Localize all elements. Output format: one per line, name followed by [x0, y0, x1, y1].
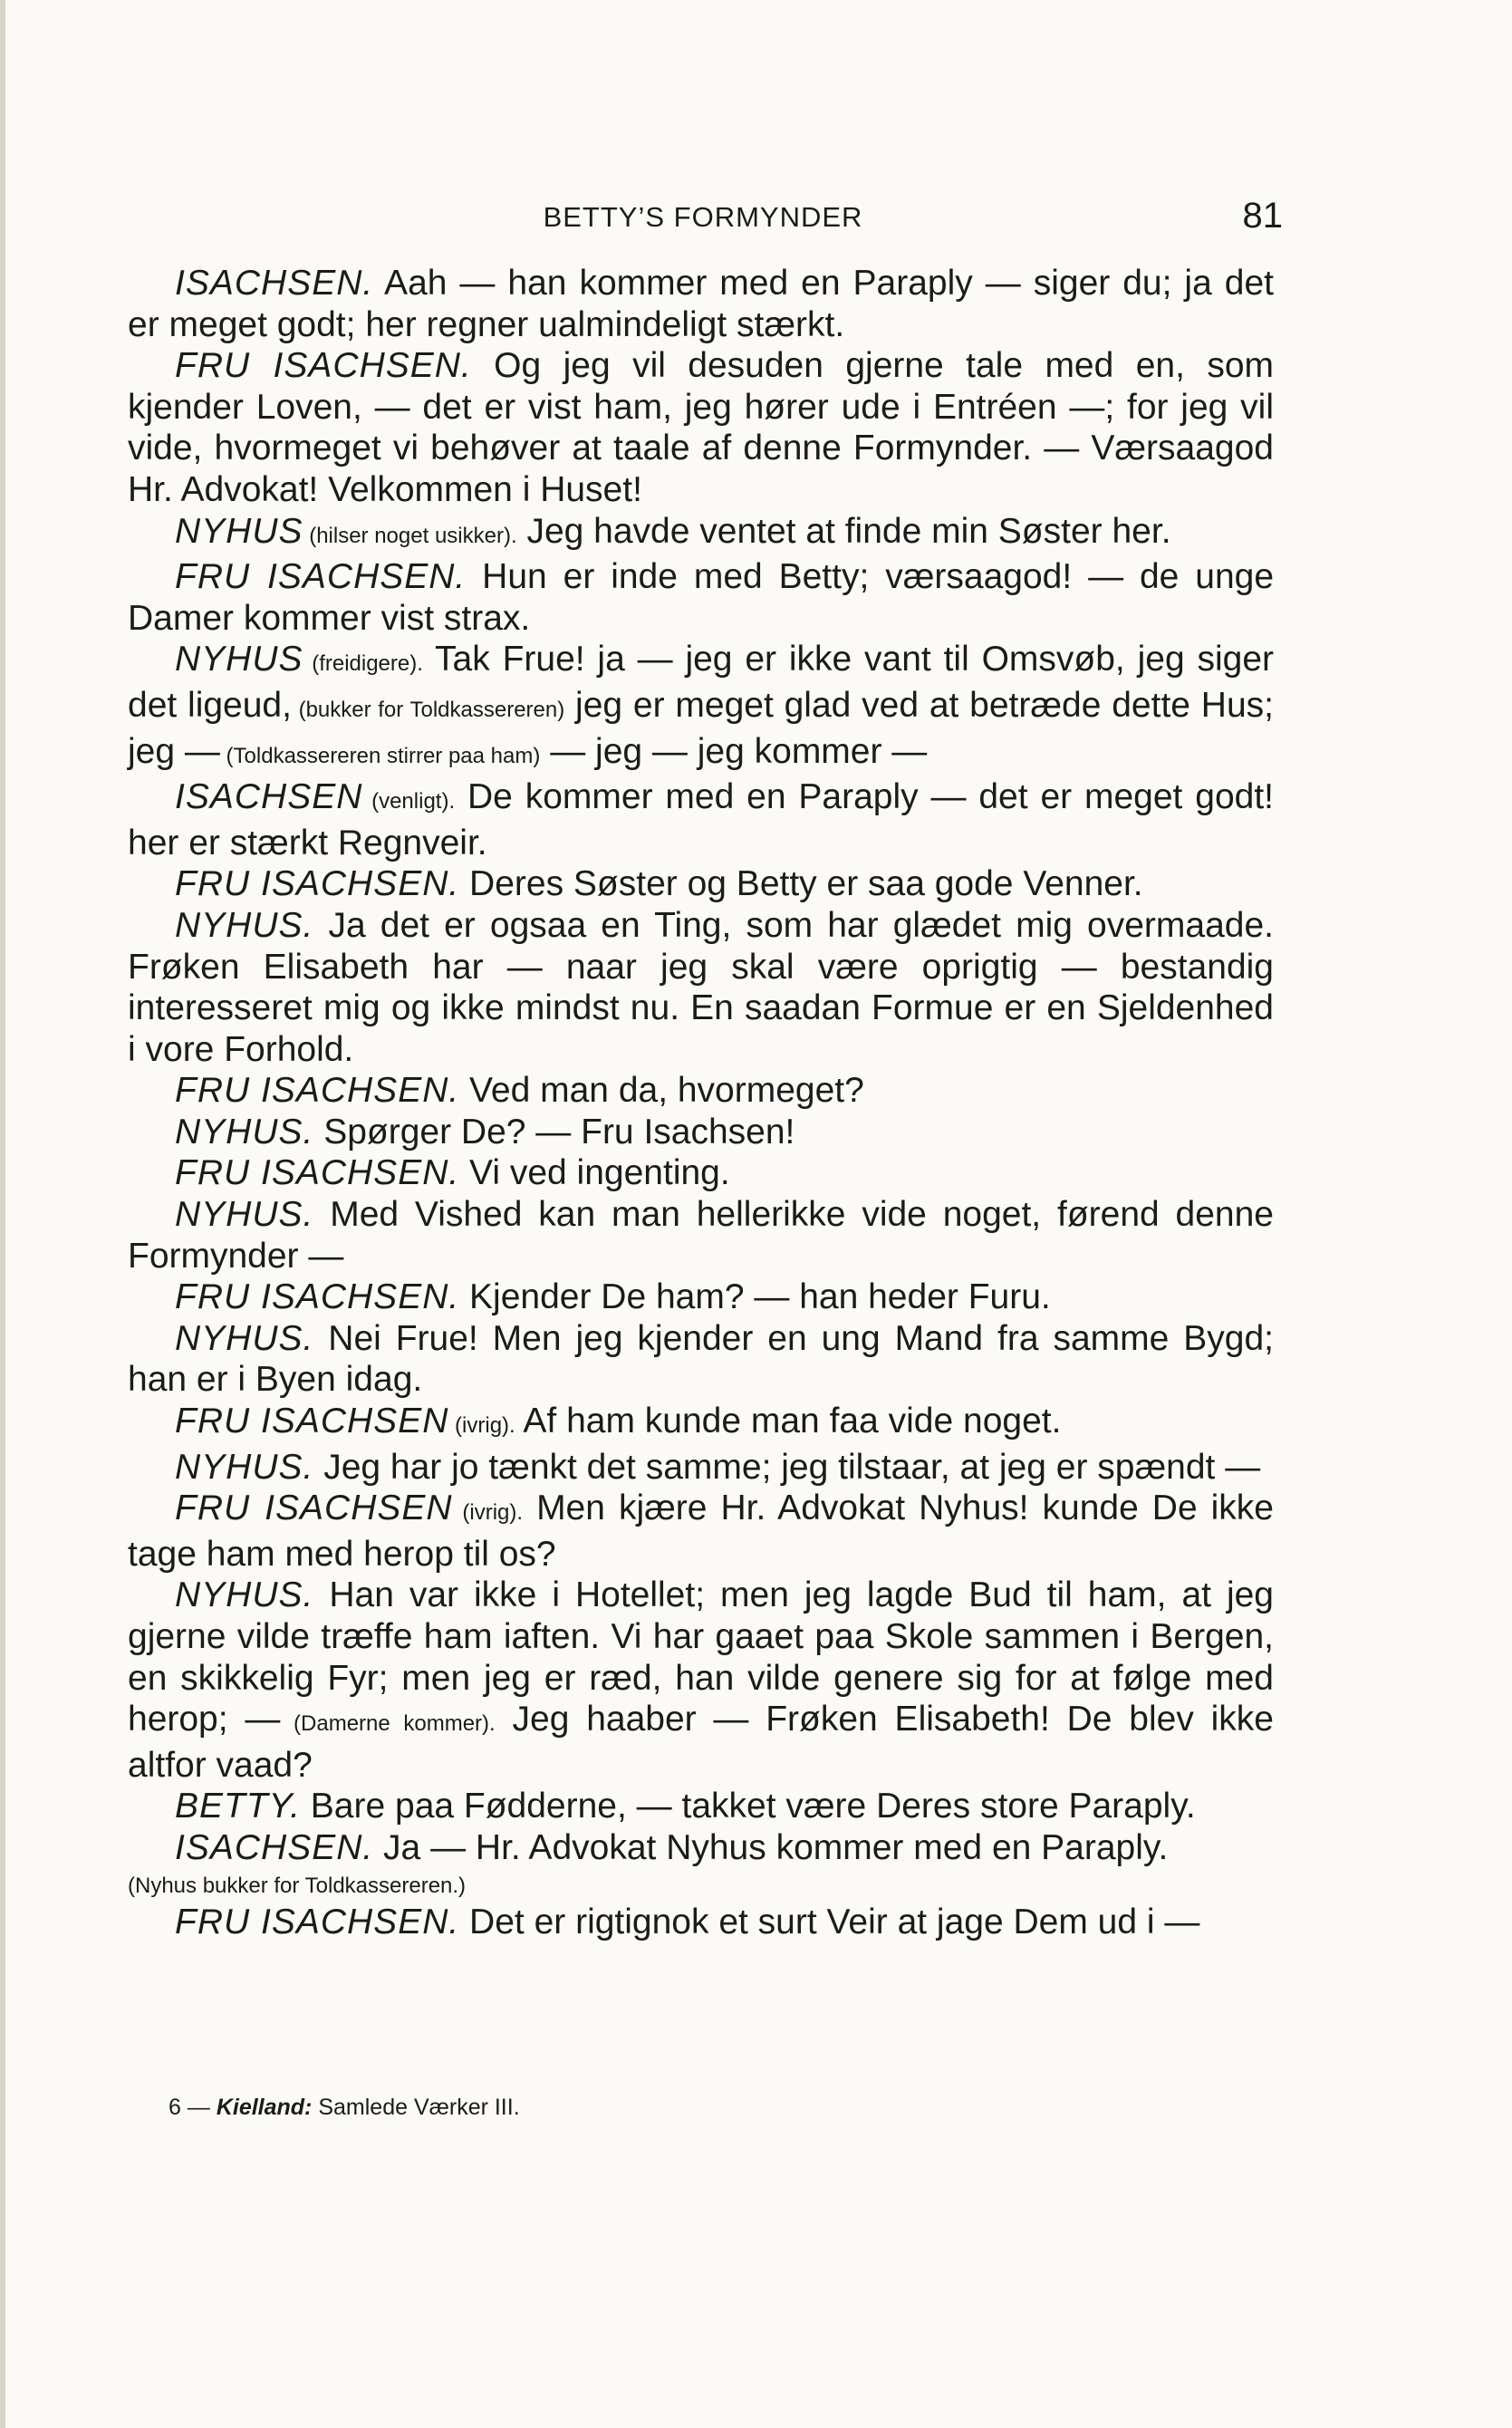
dialogue-line [128, 1786, 1274, 1827]
dialogue-line [128, 1902, 1274, 1943]
speech: Men kjære Hr. Advokat Nyhus! kunde De ikke tage ham med herop til os? [128, 1489, 1274, 1574]
speech: Tak Frue! ja — jeg er ikke vant til Omsvøb, jeg siger det ligeud, [128, 640, 1274, 725]
speaker: NYHUS [175, 640, 303, 679]
dialogue-line [128, 1318, 1274, 1401]
dialogue-line [128, 776, 1274, 863]
dialogue-line [128, 1488, 1274, 1575]
dialogue-line [128, 556, 1274, 639]
speech: Jeg havde ventet at finde min Søster her. [516, 511, 1171, 551]
speech: Jeg har jo tænkt det samme; jeg tilstaar, at jeg er spændt — [313, 1447, 1261, 1487]
speech: Aah — han kommer med en Paraply — siger du; ja det er meget godt; her regner ualmindeligt stærkt. [128, 264, 1274, 344]
dialogue-line [128, 1827, 1274, 1869]
speaker: NYHUS. [175, 1575, 314, 1615]
dialogue-line [128, 1575, 1274, 1786]
speaker: ISACHSEN. [175, 264, 374, 303]
speaker: FRU ISACHSEN. [175, 346, 472, 386]
speaker: NYHUS. [175, 1447, 314, 1487]
speaker: FRU ISACHSEN [175, 1402, 449, 1441]
speech: Det er rigtignok et surt Veir at jage Dem ud i — [459, 1902, 1200, 1941]
stage-direction: (venligt). [362, 789, 456, 814]
dialogue-line [128, 1152, 1274, 1194]
speech: Deres Søster og Betty er saa gode Venner. [459, 864, 1143, 904]
running-title: BETTY’S FORMYNDER [543, 201, 863, 233]
dialogue-line [128, 863, 1274, 905]
speech: Af ham kunde man faa vide noget. [515, 1402, 1062, 1441]
speaker: FRU ISACHSEN. [175, 1153, 460, 1193]
stage-direction: (hilser noget usikker). [303, 523, 517, 548]
speech: Han var ikke i Hotellet; men jeg lagde Bud til ham, at jeg gjerne vilde træffe ham iaften. Vi har gaaet paa Skole sammen i Bergen, en skikkelig Fyr; men jeg er ræd, han vilde genere sig for at følge med herop; — [128, 1575, 1274, 1739]
speaker: BETTY. [175, 1787, 301, 1826]
speaker: ISACHSEN [175, 777, 363, 817]
printer-signature [169, 2095, 520, 2121]
stage-direction: (ivrig). [448, 1413, 515, 1439]
dialogue-line [128, 1070, 1274, 1112]
speech: jeg er meget glad ved at betræde dette Hus; jeg — [128, 685, 1274, 771]
speech: Med Vished kan man hellerikke vide noget, førend denne Formynder — [128, 1195, 1274, 1276]
speaker: NYHUS. [175, 1112, 314, 1151]
speech: Ja — Hr. Advokat Nyhus kommer med en Paraply. [373, 1827, 1169, 1867]
speaker: FRU ISACHSEN. [175, 1071, 460, 1111]
speaker: FRU ISACHSEN. [175, 864, 460, 904]
speaker: NYHUS. [175, 1318, 314, 1358]
dialogue-line [128, 1277, 1274, 1318]
stage-direction: (bukker for Toldkassereren) [291, 697, 565, 722]
speaker: FRU ISACHSEN. [175, 1902, 460, 1941]
play-text [128, 263, 1274, 1942]
dialogue-line [128, 1112, 1274, 1153]
dialogue-line [128, 263, 1274, 345]
page-header [123, 196, 1283, 246]
speech: Ja det er ogsaa en Ting, som har glædet mig overmaade. Frøken Elisabeth har — naar jeg skal være oprigtig — bestandig interesseret mig og ikke mindst nu. En saadan Formue er en Sjeldenhed i vore Forhold. [128, 905, 1274, 1069]
signature-number: 6 — [169, 2095, 210, 2120]
dialogue-line [128, 639, 1274, 776]
speaker: NYHUS. [175, 1195, 314, 1235]
speaker: FRU ISACHSEN. [175, 557, 467, 597]
speaker: NYHUS [175, 511, 303, 551]
stage-direction: (freidigere). [303, 651, 423, 677]
speech: Vi ved ingenting. [459, 1153, 730, 1193]
speech: Kjender De ham? — han heder Furu. [459, 1277, 1051, 1317]
dialogue-line [128, 511, 1274, 557]
dialogue-line [128, 1447, 1274, 1489]
speech: — jeg — jeg kommer — [540, 731, 928, 771]
dialogue-line [128, 1401, 1274, 1447]
dialogue-line [128, 345, 1274, 510]
speech: Hun er inde med Betty; værsaagod! — de unge Damer kommer vist strax. [128, 557, 1275, 638]
dialogue-line [128, 1194, 1274, 1277]
speech: Nei Frue! Men jeg kjender en ung Mand fra samme Bygd; han er i Byen idag. [128, 1318, 1274, 1400]
speaker: FRU ISACHSEN [175, 1489, 453, 1528]
speaker: FRU ISACHSEN. [175, 1277, 460, 1317]
page-number: 81 [1242, 196, 1283, 236]
speaker: NYHUS. [175, 905, 314, 945]
stage-direction: (ivrig). [452, 1500, 524, 1526]
speech: Spørger De? — Fru Isachsen! [313, 1112, 795, 1151]
speech: Jeg haaber — Frøken Elisabeth! De blev ikke altfor vaad? [128, 1700, 1274, 1785]
stage-note: (Nyhus bukker for Toldkassereren.) [128, 1873, 467, 1898]
dialogue-line [128, 905, 1274, 1070]
stage-direction: (Damerne kommer). [280, 1711, 496, 1737]
signature-work: Samlede Værker III. [318, 2095, 520, 2120]
speech: Bare paa Fødderne, — takket være Deres store Paraply. [300, 1787, 1196, 1826]
stage-direction: (Toldkassereren stirrer paa ham) [219, 743, 541, 768]
speaker: ISACHSEN. [175, 1827, 374, 1867]
signature-author: Kielland: [216, 2095, 313, 2120]
speech: Ved man da, hvormeget? [459, 1071, 864, 1111]
speech: De kommer med en Paraply — det er meget godt! her er stærkt Regnveir. [128, 777, 1274, 862]
speech: Og jeg vil desuden gjerne tale med en, som kjender Loven, — det er vist ham, jeg hører ude i Entréen —; for jeg vil vide, hvormeget vi behøver at taale af denne Formynder. — Værsaagod Hr. Advokat! Velkommen i Huset! [128, 346, 1275, 509]
